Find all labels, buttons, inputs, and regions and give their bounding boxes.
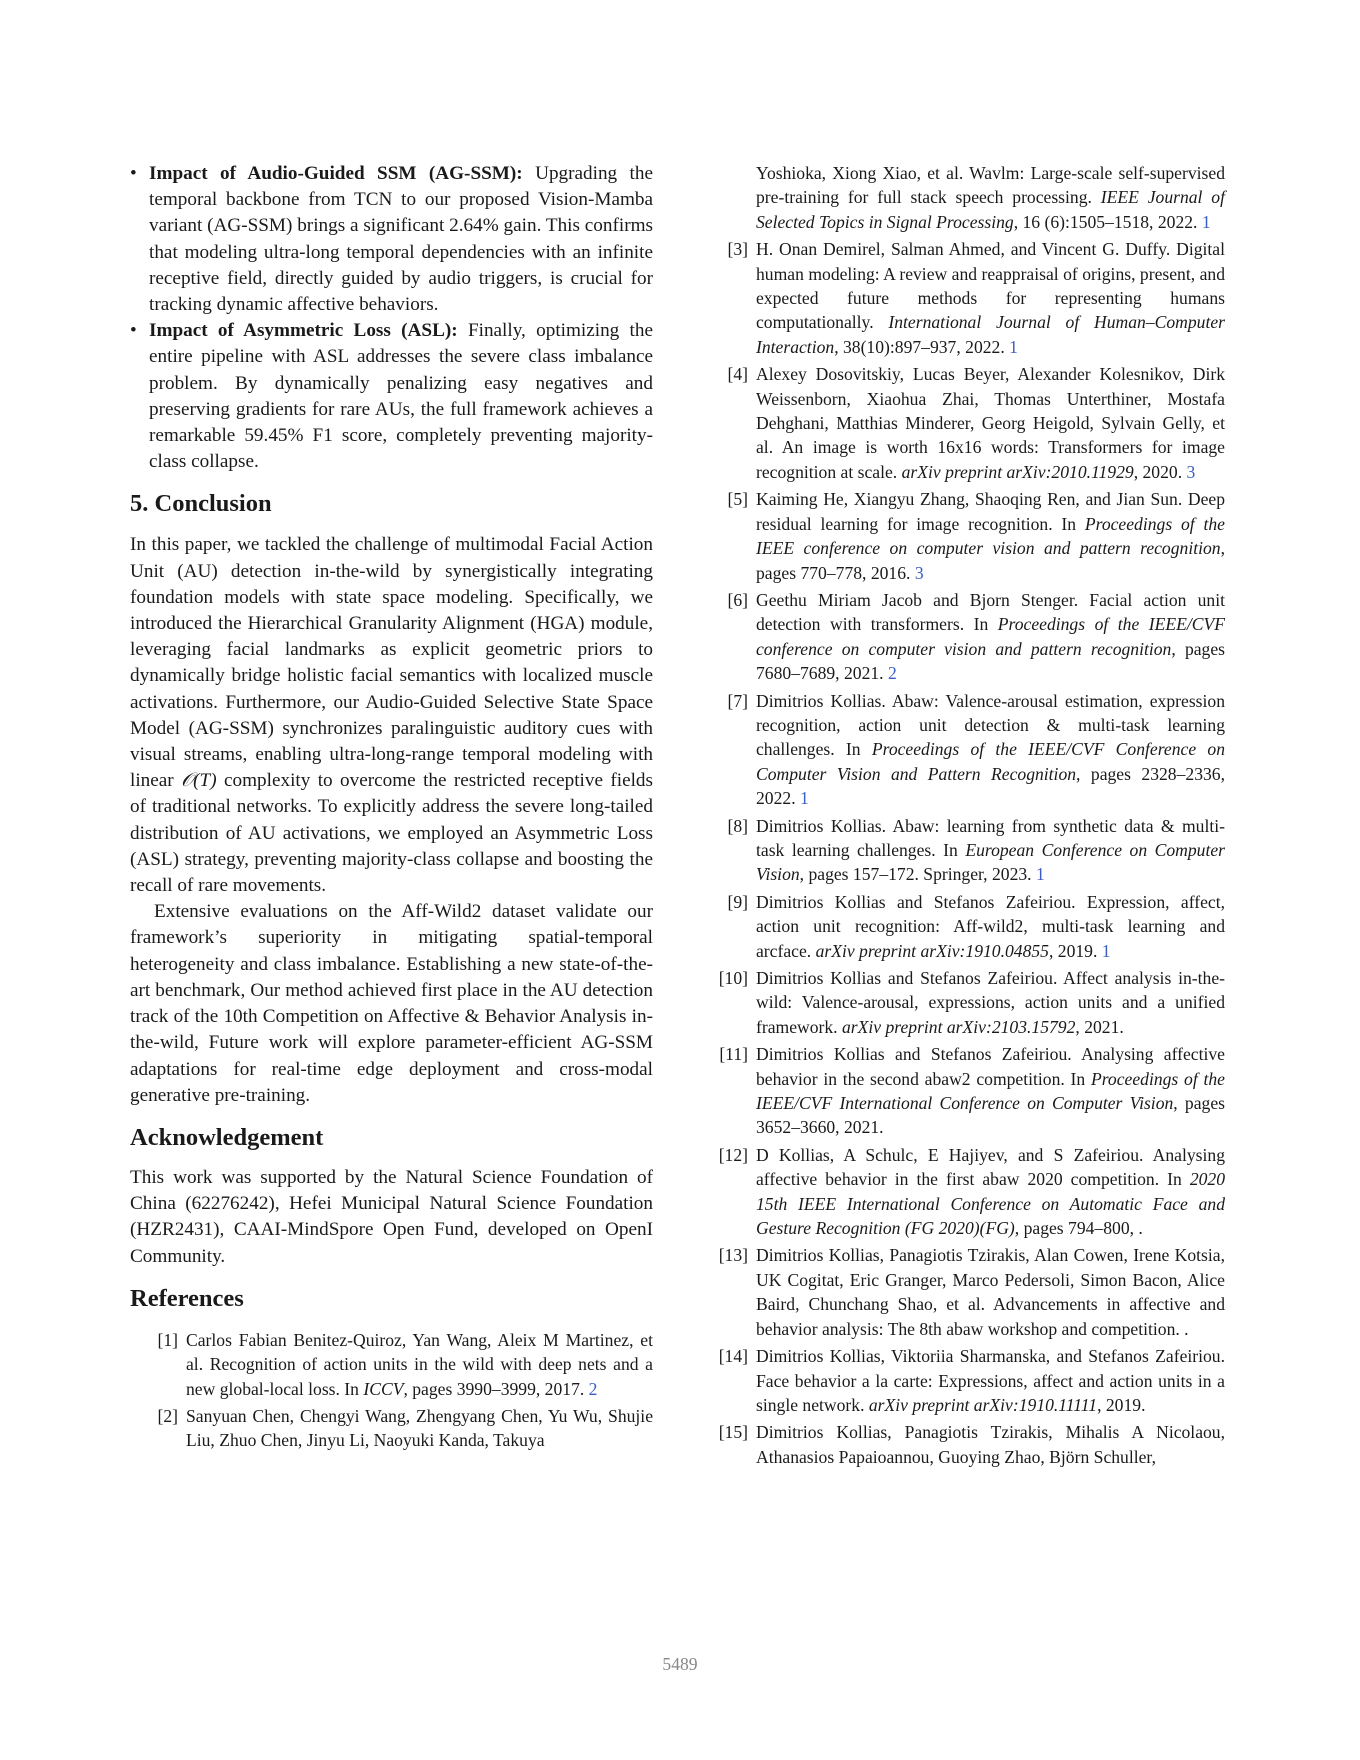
reference-venue: arXiv preprint arXiv:2103.15792: [841, 1016, 1076, 1037]
reference-venue: 2020 15th IEEE International Conference on Automatic Face and Gesture Recognition (FG 2020)(FG): [756, 1169, 1225, 1239]
acknowledgement-text: This work was supported by the Natural Science Foundation of China (62276242), Hefei Municipal Natural Science Foundation (HZR2431), CAAI-MindSpore Open Fund, developed on OpenI Community.: [130, 1166, 653, 1267]
reference-text: Sanyuan Chen, Chengyi Wang, Zhengyang Chen, Yu Wu, Shujie Liu, Zhuo Chen, Jinyu Li, Naoyuki Kanda, Takuya: [186, 1405, 653, 1451]
reference-number: [2]: [157, 1405, 178, 1426]
reference-item: [700, 1243, 1225, 1341]
reference-continuation: [700, 161, 1225, 234]
reference-text: , pages 157–172. Springer, 2023.: [799, 864, 1036, 885]
reference-item: [700, 689, 1225, 811]
bullet-text: Finally, optimizing the entire pipeline with ASL addresses the severe class imbalance problem. By dynamically penalizing easy negatives and preserving gradients for rare AUs, the full framework achieves a remarkable 59.45% F1 score, completely preventing majority-class collapse.: [149, 320, 653, 473]
bullet-dot: •: [130, 320, 137, 342]
reference-list: [700, 237, 1225, 1469]
reference-venue: European Conference on Computer Vision: [756, 839, 1225, 885]
bullet-title: Impact of Audio-Guided SSM (AG-SSM):: [149, 163, 523, 184]
backref-link[interactable]: 3: [1186, 461, 1196, 482]
conclusion-text: In this paper, we tackled the challenge of multimodal Facial Action Unit (AU) detection in-the-wild by synergistically integrating foundation models with state space modeling. Specifically, we introduced the Hierarchical Granularity Alignment (HGA) module, leveraging facial landmarks as explicit geometric priors to dynamically bridge holistic facial semantics with localized muscle activations. Furthermore, our Audio-Guided Selective State Space Model (AG-SSM) synchronizes paralinguistic auditory cues with visual streams, enabling ultra-long-range temporal modeling with linear: [130, 534, 653, 792]
reference-text: Carlos Fabian Benitez-Quiroz, Yan Wang, Aleix M Martinez, et al. Recognition of action units in the wild with deep nets and a new global-local loss. In: [186, 1329, 653, 1399]
backref-link[interactable]: 1: [1009, 336, 1018, 357]
reference-venue: Proceedings of the IEEE conference on computer vision and pattern recognition: [756, 513, 1225, 559]
reference-number: [6]: [727, 589, 748, 610]
reference-text: , pages 7680–7689, 2021.: [756, 638, 1225, 684]
reference-item: [700, 1420, 1225, 1469]
left-column: [130, 161, 653, 1456]
reference-text: Yoshioka, Xiong Xiao, et al. Wavlm: Large-scale self-supervised pre-training for full stack speech processing.: [756, 163, 1225, 208]
references-heading: References: [130, 1284, 244, 1312]
reference-text: Alexey Dosovitskiy, Lucas Beyer, Alexander Kolesnikov, Dirk Weissenborn, Xiaohua Zhai, Thomas Unterthiner, Mostafa Dehghani, Matthias Minderer, Georg Heigold, Sylvain Gelly, et al. An image is worth 16x16 words: Transformers for image recognition at scale.: [756, 364, 1225, 482]
reference-item: [700, 237, 1225, 359]
reference-text: Dimitrios Kollias and Stefanos Zafeiriou. Expression, affect, action unit recognition: Aff-wild2, multi-task learning and arcface.: [756, 891, 1225, 961]
conclusion-paragraph-2: Extensive evaluations on the Aff-Wild2 dataset validate our framework’s superiority in mitigating spatial-temporal heterogeneity and class imbalance. Establishing a new state-of-the-art benchmark, Our method achieved first place in the AU detection track of the 10th Competition on Affective & Behavior Analysis in-the-wild, Future work will explore parameter-efficient AG-SSM adaptations for real-time edge deployment and cross-modal generative pre-training.: [130, 901, 653, 1106]
bullet-ag-ssm: [130, 161, 653, 318]
bullet-text: Upgrading the temporal backbone from TCN to our proposed Vision-Mamba variant (AG-SSM) brings a significant 2.64% gain. This confirms that modeling ultra-long temporal dependencies with an infinite receptive field, directly guided by audio triggers, is crucial for tracking dynamic affective behaviors.: [149, 163, 653, 316]
reference-number: [8]: [727, 815, 748, 836]
reference-venue: arXiv preprint arXiv:1910.11111: [868, 1394, 1098, 1415]
reference-text: Dimitrios Kollias, Viktoriia Sharmanska, and Stefanos Zafeiriou. Face behavior a la carte: Expressions, affect and action units in a single network.: [756, 1346, 1225, 1415]
reference-venue: Proceedings of the IEEE/CVF Conference on Computer Vision and Pattern Recognition: [756, 739, 1225, 784]
reference-venue: arXiv preprint arXiv:1910.04855: [815, 940, 1049, 961]
reference-item: [130, 1328, 653, 1401]
reference-text: , pages 770–778, 2016.: [756, 538, 1225, 583]
reference-text: , pages 3652–3660, 2021.: [756, 1093, 1225, 1138]
reference-text: , 2020.: [1133, 461, 1187, 482]
reference-text: , 2021.: [1075, 1016, 1124, 1037]
reference-item: [700, 890, 1225, 963]
reference-venue: arXiv preprint arXiv:2010.11929: [901, 461, 1134, 482]
backref-link[interactable]: 3: [914, 562, 924, 583]
bullet-title: Impact of Asymmetric Loss (ASL):: [149, 320, 458, 342]
reference-text: Dimitrios Kollias and Stefanos Zafeiriou. Affect analysis in-the-wild: Valence-arousal, expressions, action units and a unified framework.: [756, 968, 1225, 1037]
reference-number: [9]: [727, 891, 748, 912]
reference-text: , 2019.: [1048, 940, 1102, 961]
reference-item: [700, 588, 1225, 686]
reference-text: H. Onan Demirel, Salman Ahmed, and Vincent G. Duffy. Digital human modeling: A review and reappraisal of origins, present, and expected future methods for representing humans computationally.: [756, 239, 1225, 333]
reference-number: [4]: [727, 364, 748, 385]
reference-venue: IEEE Journal of Selected Topics in Signal Processing: [756, 187, 1225, 232]
reference-text: D Kollias, A Schulc, E Hajiyev, and S Zafeiriou. Analysing affective behavior in the first abaw 2020 competition. In: [756, 1144, 1225, 1190]
reference-number: [13]: [718, 1245, 748, 1266]
reference-text: Kaiming He, Xiangyu Zhang, Shaoqing Ren, and Jian Sun. Deep residual learning for image recognition. In: [756, 489, 1225, 534]
reference-text: Dimitrios Kollias. Abaw: learning from synthetic data & multi-task learning challenges. In: [756, 815, 1225, 860]
reference-venue: ICCV: [363, 1378, 404, 1399]
backref-link[interactable]: 2: [887, 663, 897, 684]
big-o-math: 𝒪(T): [181, 770, 217, 792]
reference-number: [1]: [157, 1329, 178, 1350]
reference-item: [700, 814, 1225, 887]
reference-text: , 2019.: [1097, 1394, 1146, 1415]
reference-number: [3]: [727, 239, 748, 260]
reference-text: Dimitrios Kollias. Abaw: Valence-arousal estimation, expression recognition, action unit detection & multi-task learning challenges. In: [756, 690, 1225, 760]
conclusion-text: complexity to overcome the restricted receptive fields of traditional networks. To explicitly address the severe long-tailed distribution of AU activations, we employed an Asymmetric Loss (ASL) strategy, preventing majority-class collapse and boosting the recall of rare movements.: [130, 770, 653, 897]
reference-number: [10]: [718, 968, 748, 988]
reference-text: Dimitrios Kollias, Panagiotis Tzirakis, Alan Cowen, Irene Kotsia, UK Cogitat, Eric Granger, Marco Pedersoli, Simon Bacon, Alice Baird, Chunchang Shao, et al. Advancements in affective and behavior analysis: The 8th abaw workshop and competition. .: [756, 1245, 1225, 1339]
reference-text: , 16 (6):1505–1518, 2022.: [1013, 211, 1202, 232]
backref-link[interactable]: 1: [1101, 940, 1111, 961]
reference-number: [5]: [727, 489, 748, 510]
reference-item: [700, 1042, 1225, 1140]
acknowledgement-heading: Acknowledgement: [130, 1123, 324, 1151]
backref-link[interactable]: 1: [799, 788, 809, 809]
reference-item: [700, 362, 1225, 484]
reference-venue: Proceedings of the IEEE/CVF International Conference on Computer Vision: [756, 1068, 1225, 1114]
conclusion-heading: 5. Conclusion: [130, 490, 272, 518]
reference-item: [700, 1143, 1225, 1241]
reference-text: , pages 794–800, .: [1014, 1218, 1143, 1239]
reference-venue: Proceedings of the IEEE/CVF conference on computer vision and pattern recognition: [756, 614, 1225, 659]
reference-number: [11]: [719, 1044, 748, 1065]
right-column: [700, 161, 1225, 1472]
reference-item: [700, 1344, 1225, 1417]
page-number: 5489: [662, 1654, 698, 1674]
bullet-dot: •: [130, 163, 137, 184]
reference-item: [130, 1404, 653, 1453]
reference-text: Dimitrios Kollias, Panagiotis Tzirakis, Mihalis A Nicolaou, Athanasios Papaioannou, Guoying Zhao, Björn Schuller,: [756, 1422, 1225, 1467]
reference-number: [12]: [718, 1144, 748, 1165]
reference-text: Geethu Miriam Jacob and Bjorn Stenger. Facial action unit detection with transformers. In: [756, 589, 1225, 635]
backref-link[interactable]: 2: [588, 1378, 598, 1399]
reference-venue: International Journal of Human–Computer Interaction: [756, 312, 1225, 357]
conclusion-paragraph-1: [130, 532, 653, 899]
backref-link[interactable]: 1: [1035, 864, 1045, 885]
reference-number: [15]: [718, 1422, 748, 1443]
reference-text: , pages 3990–3999, 2017.: [403, 1378, 589, 1399]
reference-text: , pages 2328–2336, 2022.: [756, 763, 1225, 809]
reference-item: [700, 966, 1225, 1039]
backref-link[interactable]: 1: [1201, 211, 1211, 232]
reference-number: [14]: [718, 1346, 748, 1367]
reference-number: [7]: [727, 690, 748, 711]
reference-item: [700, 487, 1225, 585]
reference-text: , 38(10):897–937, 2022.: [834, 336, 1010, 357]
bullet-asl: [130, 318, 653, 475]
reference-text: Dimitrios Kollias and Stefanos Zafeiriou. Analysing affective behavior in the second abaw2 competition. In: [756, 1044, 1225, 1089]
